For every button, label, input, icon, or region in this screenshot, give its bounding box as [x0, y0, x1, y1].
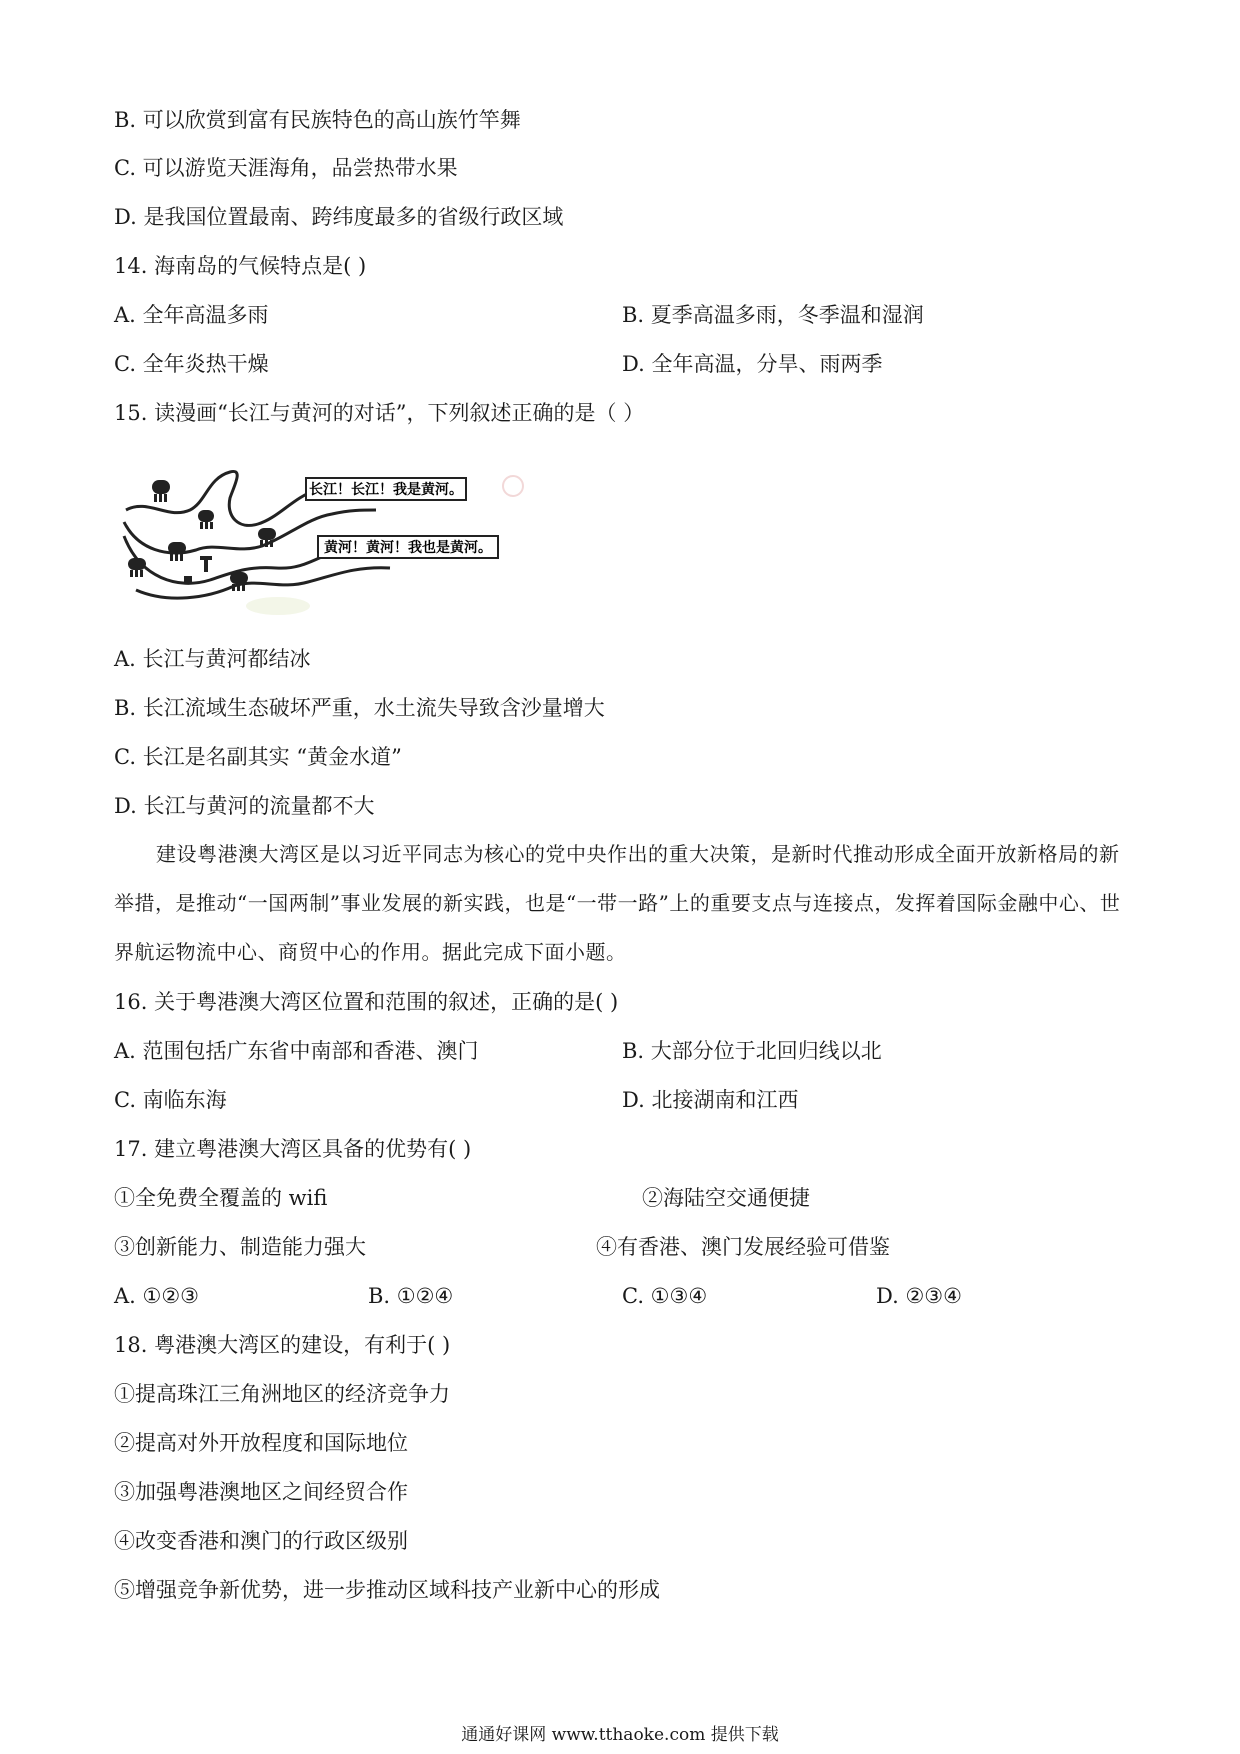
reading-passage: 建设粤港澳大湾区是以习近平同志为核心的党中央作出的重大决策，是新时代推动形成全面开放新格局的新举措，是推动“一国两制”事业发展的新实践，也是“一带一路”上的重要支点与连接点，发挥着国际金融中心、世界航运物流中心、商贸中心的作用。据此完成下面小题。 — [114, 842, 1121, 964]
q18-statement-3: ③加强粤港澳地区之间经贸合作 — [114, 1480, 408, 1504]
speech-text-top: 长江！长江！我是黄河。 — [309, 483, 463, 498]
speech-text-bottom: 黄河！黄河！我也是黄河。 — [324, 541, 492, 556]
q18-stem: 18. 粤港澳大湾区的建设，有利于( ) — [114, 1333, 451, 1357]
q15-stem: 15. 读漫画“长江与黄河的对话”，下列叙述正确的是（ ） — [114, 401, 645, 425]
q18-statement-5: ⑤增强竞争新优势，进一步推动区域科技产业新中心的形成 — [114, 1578, 660, 1602]
q16-option-b: B. 大部分位于北回归线以北 — [622, 1039, 882, 1063]
q16-option-c: C. 南临东海 — [114, 1088, 227, 1112]
q17-statement-2: ②海陆空交通便捷 — [642, 1186, 810, 1210]
q17-option-c: C. ①③④ — [622, 1284, 708, 1308]
cartoon-illustration — [118, 458, 530, 618]
q13-option-d: D. 是我国位置最南、跨纬度最多的省级行政区域 — [114, 205, 564, 229]
q14-option-d: D. 全年高温，分旱、雨两季 — [622, 352, 883, 376]
q18-statement-2: ②提高对外开放程度和国际地位 — [114, 1431, 408, 1455]
q14-option-b: B. 夏季高温多雨，冬季温和湿润 — [622, 303, 924, 327]
q15-option-d: D. 长江与黄河的流量都不大 — [114, 794, 375, 818]
q13-option-b: B. 可以欣赏到富有民族特色的高山族竹竿舞 — [114, 108, 521, 132]
q17-statement-3: ③创新能力、制造能力强大 — [114, 1235, 366, 1259]
q17-statement-4: ④有香港、澳门发展经验可借鉴 — [596, 1235, 890, 1259]
q17-option-a: A. ①②③ — [114, 1284, 199, 1308]
page-footer: 通通好课网 www.tthaoke.com 提供下载 — [461, 1725, 779, 1745]
q17-statement-1: ①全免费全覆盖的 wifi — [114, 1186, 328, 1210]
q17-stem: 17. 建立粤港澳大湾区具备的优势有( ) — [114, 1137, 472, 1161]
q18-statement-1: ①提高珠江三角洲地区的经济竞争力 — [114, 1382, 450, 1406]
q16-option-d: D. 北接湖南和江西 — [622, 1088, 799, 1112]
q17-option-d: D. ②③④ — [876, 1284, 962, 1308]
q16-stem: 16. 关于粤港澳大湾区位置和范围的叙述，正确的是( ) — [114, 990, 619, 1014]
q14-option-c: C. 全年炎热干燥 — [114, 352, 269, 376]
q13-option-c: C. 可以游览天涯海角，品尝热带水果 — [114, 156, 458, 180]
q18-statement-4: ④改变香港和澳门的行政区级别 — [114, 1529, 408, 1553]
q15-option-a: A. 长江与黄河都结冰 — [114, 647, 311, 671]
q17-option-b: B. ①②④ — [368, 1284, 454, 1308]
river-dialogue-cartoon — [118, 458, 530, 618]
q16-option-a: A. 范围包括广东省中南部和香港、澳门 — [114, 1039, 479, 1063]
q14-stem: 14. 海南岛的气候特点是( ) — [114, 254, 367, 278]
q15-option-b: B. 长江流域生态破坏严重，水土流失导致含沙量增大 — [114, 696, 605, 720]
q14-option-a: A. 全年高温多雨 — [114, 303, 269, 327]
q15-option-c: C. 长江是名副其实 “黄金水道” — [114, 745, 402, 769]
